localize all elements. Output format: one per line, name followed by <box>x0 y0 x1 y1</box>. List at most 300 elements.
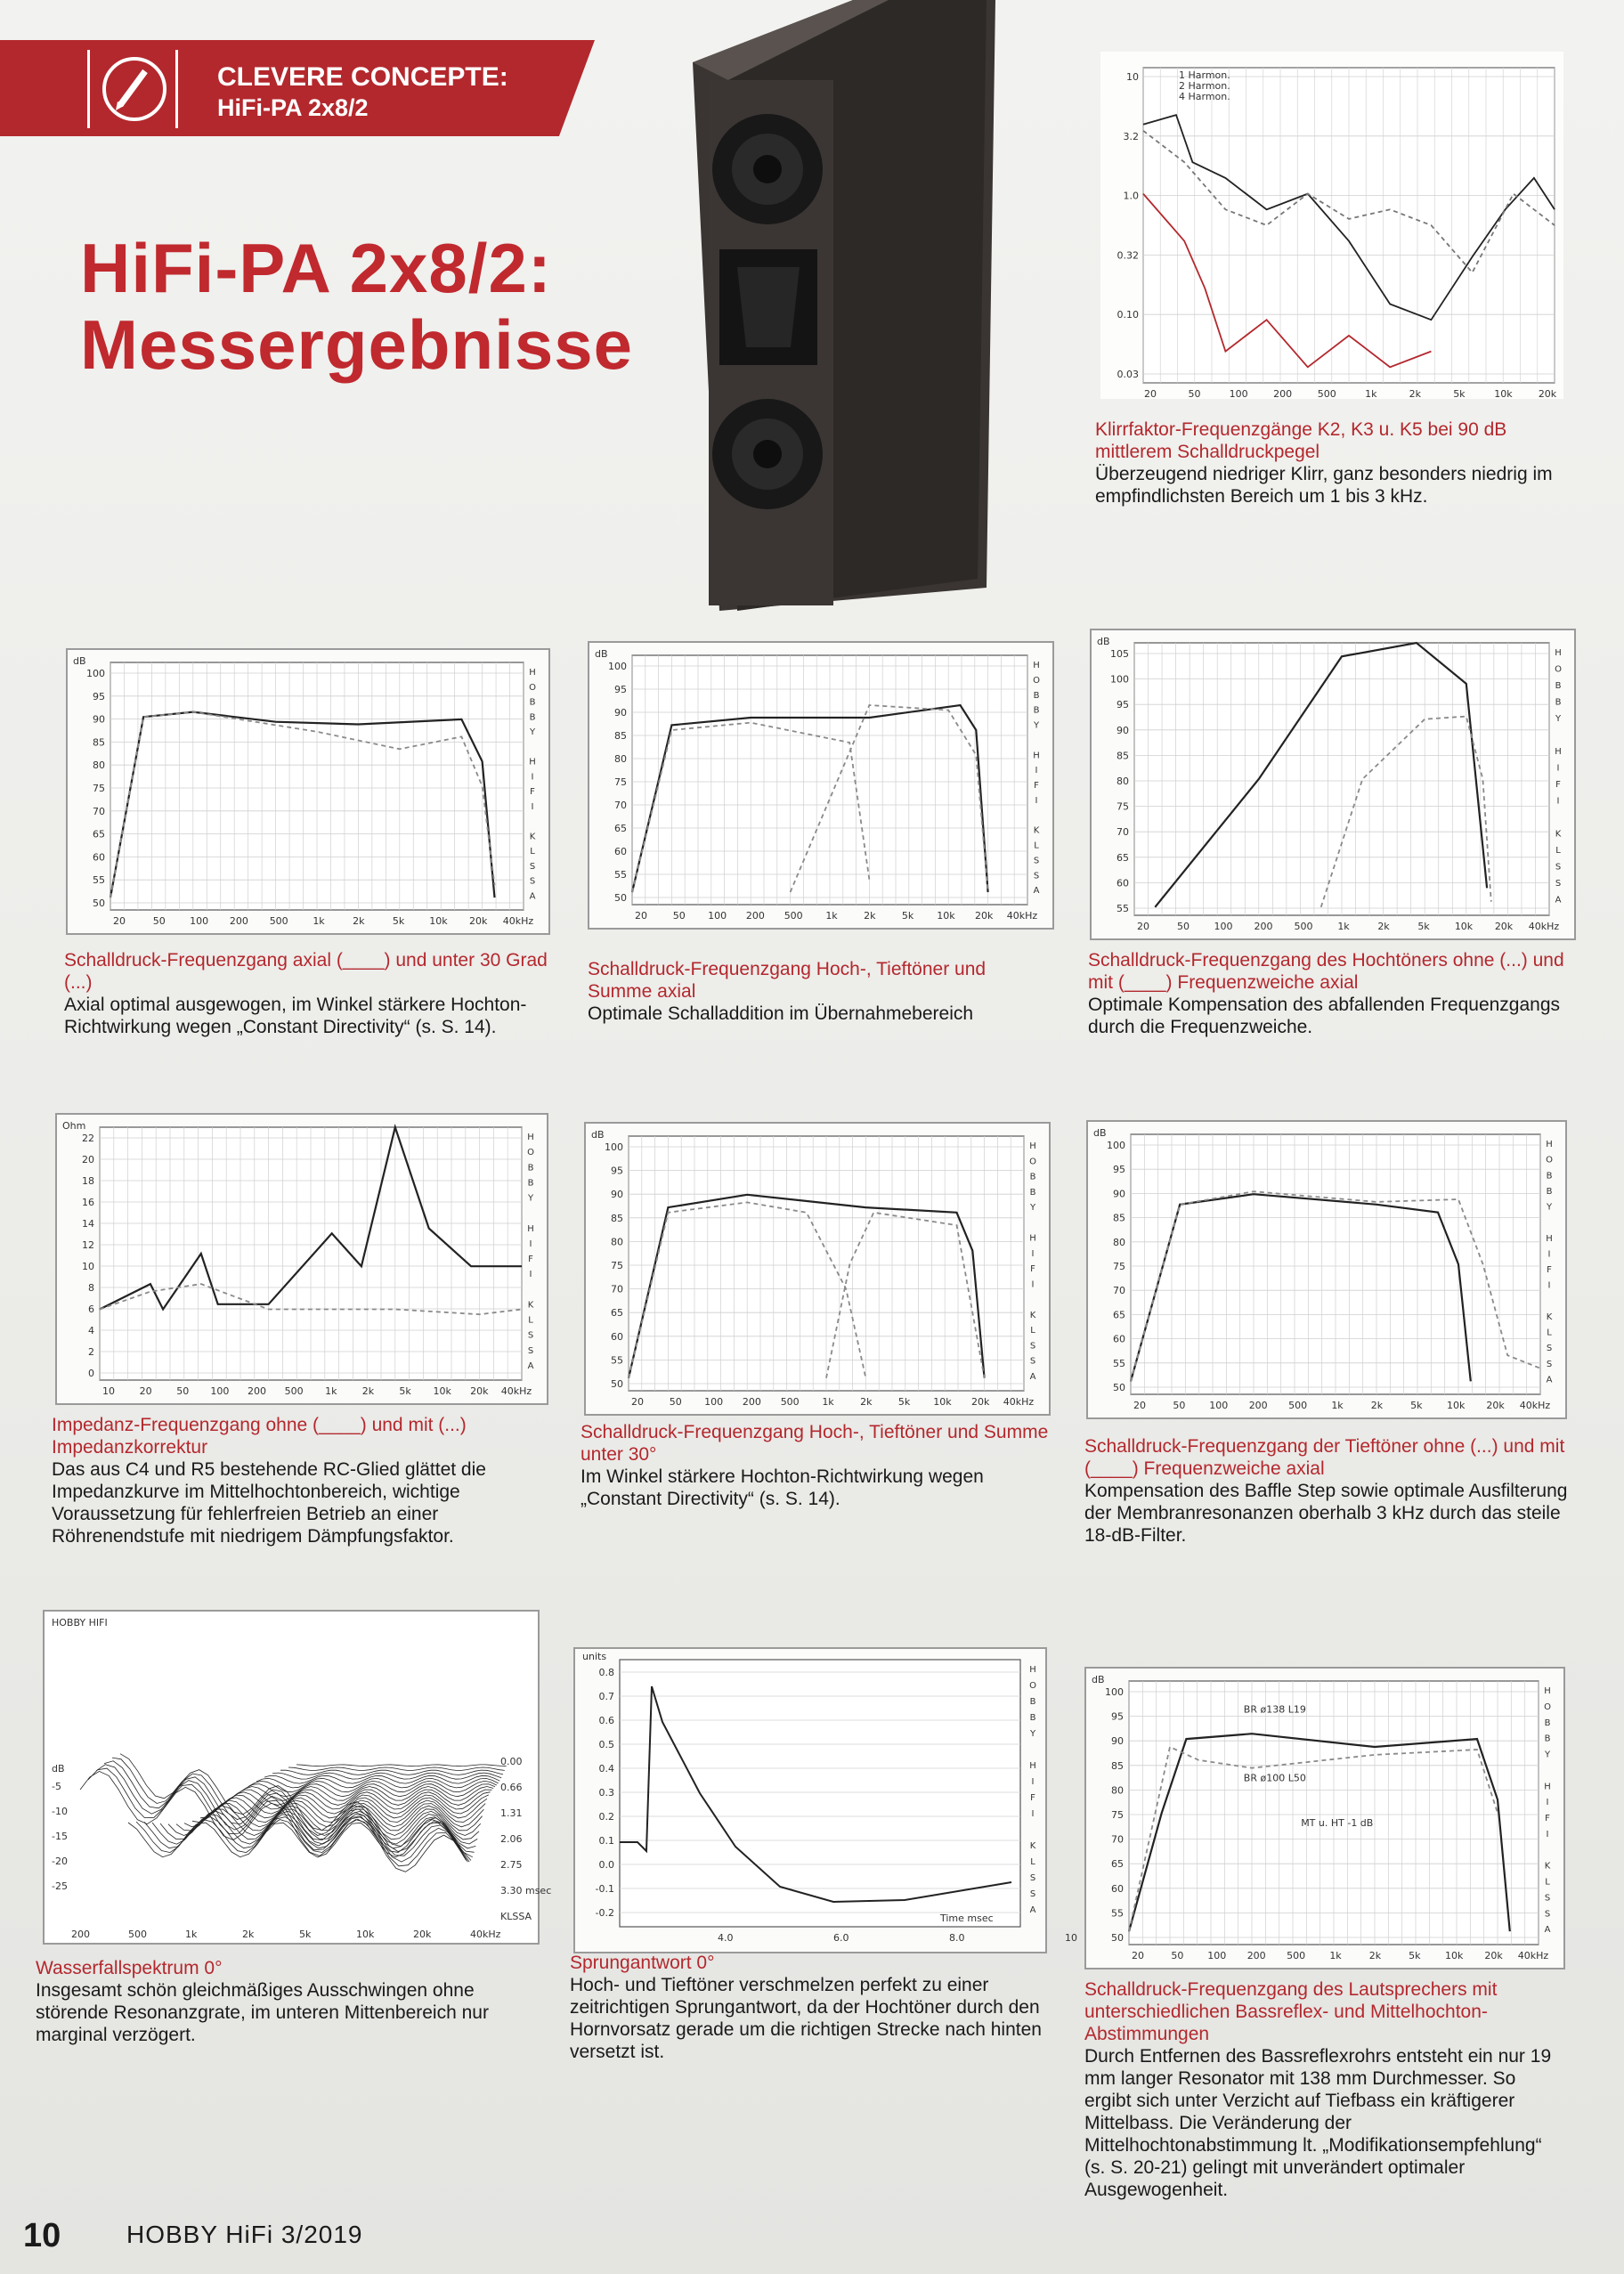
x-tick-label: 2k <box>1368 1950 1382 1961</box>
side-letter: S <box>1544 1909 1551 1920</box>
side-letter: A <box>1029 1371 1036 1382</box>
curve-label: BR ø100 L50 <box>1243 1772 1306 1784</box>
y-tick-label: 0 <box>88 1368 94 1379</box>
side-letter: K <box>1029 1310 1036 1320</box>
y-tick-label: 70 <box>1111 1833 1124 1846</box>
y-tick-label: 65 <box>611 1307 623 1320</box>
side-letter: A <box>1555 895 1562 906</box>
chart-c1 <box>66 648 550 935</box>
side-letter: F <box>1547 1265 1552 1275</box>
y-tick-label: 85 <box>614 730 627 742</box>
side-letter: B <box>527 1178 534 1189</box>
x-tick-label: 8.0 <box>949 1932 965 1944</box>
side-letter: I <box>1035 766 1038 776</box>
y-unit: dB <box>1097 636 1110 647</box>
caption-c5 <box>581 1421 1052 1510</box>
side-letter: S <box>1029 1889 1036 1899</box>
x-tick-label: 500 <box>128 1929 147 1940</box>
y-tick-label: 95 <box>614 684 627 695</box>
side-letter: B <box>1555 697 1562 708</box>
side-letter: Y <box>1546 1202 1553 1213</box>
side-letter: Y <box>529 727 536 737</box>
headline-line-1: HiFi-PA 2x8/2: <box>80 229 552 307</box>
y-tick-label: 60 <box>1113 1333 1125 1345</box>
x-tick-label: 5k <box>1410 1400 1423 1411</box>
x-tick-label: 200 <box>745 910 765 922</box>
side-letter: I <box>1546 1798 1549 1808</box>
y-tick-label: 90 <box>93 713 105 726</box>
x-tick-label: 20 <box>1132 1950 1144 1961</box>
side-letter: I <box>531 772 534 783</box>
banner-text <box>217 62 508 123</box>
side-letter: O <box>527 1148 534 1158</box>
y-tick-label: 0.3 <box>598 1787 614 1799</box>
legend-entry: 2 Harmon. <box>1179 80 1230 92</box>
caption-c9 <box>1084 1978 1565 2201</box>
x-tick-label: 20 <box>635 910 647 922</box>
x-tick-label: 10k <box>1494 388 1513 400</box>
y-tick-label: 90 <box>614 707 627 719</box>
caption-c1-title: Schalldruck-Frequenzgang axial (____) und unter 30 Grad (...) <box>64 950 548 993</box>
side-letter: A <box>1033 886 1040 897</box>
y-tick-label: 0.2 <box>598 1811 614 1823</box>
x-tick-label: 10 <box>1065 1932 1077 1944</box>
y-tick-label: 90 <box>611 1189 623 1201</box>
z-tick-label: KLSSA <box>500 1911 532 1922</box>
x-tick-label: 500 <box>1288 1400 1308 1411</box>
y-tick-label: 2 <box>88 1346 94 1358</box>
y-tick-label: 80 <box>93 759 105 772</box>
y-tick-label: 3.2 <box>1123 130 1139 142</box>
side-letter: B <box>1033 690 1040 701</box>
side-letter: F <box>528 1255 533 1264</box>
side-letter: K <box>1544 1861 1551 1872</box>
side-letter: H <box>1029 1665 1036 1675</box>
x-tick-label: 20 <box>631 1396 644 1408</box>
x-tick-label: 100 <box>190 915 209 927</box>
y-tick-label: 90 <box>1113 1188 1125 1200</box>
side-letter: L <box>1555 846 1561 856</box>
x-tick-label: 1k <box>1331 1400 1344 1411</box>
side-letter: H <box>1544 1686 1551 1696</box>
y-tick-label: 80 <box>611 1236 623 1248</box>
y-tick-label: 95 <box>1113 1164 1125 1176</box>
side-letter: S <box>1029 1341 1036 1352</box>
side-letter: H <box>1546 1140 1553 1149</box>
side-letter: H <box>1033 661 1040 670</box>
speaker-photo <box>693 0 995 611</box>
side-letter: L <box>530 847 535 857</box>
x-tick-label: 50 <box>1171 1950 1184 1961</box>
side-letter: Y <box>1555 714 1562 724</box>
y-tick-label: 80 <box>1116 776 1129 787</box>
side-letter: Y <box>1544 1750 1551 1760</box>
x-tick-label: 10k <box>937 910 955 922</box>
y-tick-label: 70 <box>93 805 105 817</box>
distortion-caption-title: Klirrfaktor-Frequenzgänge K2, K3 u. K5 bei 90 dB mittlerem Schalldruckpegel <box>1095 419 1507 462</box>
side-letter: O <box>1033 675 1040 686</box>
x-tick-label: 5k <box>1409 1950 1421 1961</box>
side-letter: O <box>1544 1701 1551 1712</box>
side-letter: H <box>1029 1761 1036 1771</box>
side-letter: I <box>1547 1249 1551 1260</box>
y-tick-label: 1.0 <box>1123 190 1139 202</box>
side-letter: S <box>527 1345 534 1356</box>
y-tick-label: 85 <box>611 1212 623 1224</box>
side-letter: K <box>527 1300 534 1311</box>
side-letter: B <box>1029 1713 1036 1723</box>
y-tick-label: -10 <box>52 1806 68 1817</box>
side-letter: F <box>1545 1814 1550 1823</box>
x-tick-label: 20k <box>469 915 488 927</box>
y-tick-label: 0.0 <box>598 1859 614 1871</box>
caption-c6-text: Kompensation des Baffle Step sowie optimale Ausfilterung der Membranresonanzen oberhalb 3 kHz durch das steile 18-dB-Filter. <box>1084 1481 1568 1546</box>
side-letter: O <box>1029 1157 1036 1167</box>
x-tick-label: 200 <box>742 1396 761 1408</box>
caption-c8-text: Hoch- und Tieftöner verschmelzen perfekt zu einer zeitrichtigen Sprungantwort, da der Hochtöner durch den Hornvorsatz gerade um die richtigen Strecke nach hinten versetzt ist. <box>570 1975 1042 2062</box>
side-letter: H <box>1546 1233 1553 1244</box>
caption-c3-text: Optimale Kompensation des abfallenden Frequenzgangs durch die Frequenzweiche. <box>1088 995 1561 1037</box>
y-unit: dB <box>73 655 86 667</box>
side-letter: B <box>1033 705 1040 716</box>
y-tick-label: 0.7 <box>598 1691 614 1702</box>
x-tick-label: 2k <box>1370 1400 1384 1411</box>
x-tick-label: 20k <box>1538 388 1557 400</box>
side-letter: B <box>1029 1187 1036 1198</box>
y-tick-label: 65 <box>1111 1858 1124 1871</box>
x-tick-label: 20 <box>1137 921 1149 932</box>
side-letter: I <box>529 1239 532 1249</box>
x-tick-label: 50 <box>152 915 166 927</box>
y-tick-label: 55 <box>614 869 627 881</box>
x-tick-label: 10k <box>933 1396 952 1408</box>
side-letter: H <box>1033 751 1040 761</box>
legend-entry: 4 Harmon. <box>1179 91 1230 102</box>
side-letter: S <box>529 876 536 887</box>
y-tick-label: 100 <box>605 1141 623 1153</box>
side-letter: H <box>1029 1141 1036 1151</box>
x-tick-label: 500 <box>269 915 288 927</box>
side-letter: B <box>1029 1172 1036 1182</box>
y-tick-label: 100 <box>1107 1140 1125 1151</box>
caption-c6-title: Schalldruck-Frequenzgang der Tieftöner ohne (...) und mit (____) Frequenzweiche axial <box>1084 1436 1565 1479</box>
x-tick-label: 100 <box>1209 1400 1229 1411</box>
y-unit: dB <box>1092 1674 1105 1685</box>
side-letter: H <box>1544 1782 1551 1792</box>
x-tick-label: 50 <box>669 1396 682 1408</box>
x-tick-label: 200 <box>1254 921 1273 932</box>
x-tick-label: 200 <box>71 1929 90 1940</box>
y-tick-label: 65 <box>1113 1309 1125 1321</box>
caption-c2-text: Optimale Schalladdition im Übernahmebereich <box>588 1003 974 1024</box>
x-tick-label: 200 <box>229 915 248 927</box>
caption-c8-title: Sprungantwort 0° <box>570 1953 715 1973</box>
side-letter: H <box>529 757 536 767</box>
y-tick-label: 60 <box>1111 1882 1124 1895</box>
side-letter: H <box>529 668 536 678</box>
y-tick-label: 80 <box>1113 1236 1125 1248</box>
side-letter: S <box>1029 1873 1036 1883</box>
page-number: 10 <box>23 2217 61 2254</box>
caption-c1-text: Axial optimal ausgewogen, im Winkel stärkere Hochton-Richtwirkung wegen „Constant Directivity“ (s. S. 14). <box>64 995 527 1037</box>
x-tick-label: 1k <box>825 910 838 922</box>
x-tick-label: 500 <box>784 910 803 922</box>
x-tick-label: 20 <box>1133 1400 1146 1411</box>
side-letter: S <box>1555 862 1562 873</box>
y-tick-label: 0.10 <box>1116 309 1139 321</box>
y-tick-label: 70 <box>1116 826 1129 839</box>
x-tick-label: 20k <box>1486 1400 1505 1411</box>
x-tick-label: 5k <box>897 1396 911 1408</box>
z-tick-label: 2.06 <box>500 1833 523 1845</box>
distortion-chart <box>1100 52 1563 399</box>
x-tick-label: 100 <box>708 910 727 922</box>
x-tick-label: 40kHz <box>1006 910 1038 922</box>
side-letter: O <box>529 682 536 693</box>
y-tick-label: 85 <box>1113 1212 1125 1224</box>
side-letter: B <box>529 712 536 723</box>
y-tick-label: 60 <box>614 846 627 857</box>
y-tick-label: -0.2 <box>595 1907 614 1919</box>
y-tick-label: 90 <box>1111 1735 1124 1748</box>
x-tick-label: 100 <box>704 1396 724 1408</box>
y-tick-label: 18 <box>82 1175 94 1187</box>
y-tick-label: 85 <box>93 736 105 749</box>
side-letter: I <box>1031 1248 1035 1259</box>
side-letter: L <box>1547 1328 1552 1338</box>
side-letter: F <box>1034 781 1039 791</box>
x-tick-label: 5k <box>392 915 405 927</box>
x-tick-label: 20k <box>975 910 994 922</box>
y-tick-label: 80 <box>1111 1784 1124 1797</box>
side-letter: B <box>527 1163 534 1174</box>
z-tick-label: 0.00 <box>500 1756 523 1767</box>
caption-c2 <box>588 958 1051 1025</box>
side-letter: I <box>1547 1280 1551 1291</box>
y-tick-label: 20 <box>82 1154 94 1165</box>
side-letter: S <box>529 861 536 872</box>
side-letter: K <box>529 832 536 842</box>
legend-entry: 1 Harmon. <box>1179 69 1230 81</box>
side-letter: A <box>527 1360 534 1371</box>
side-letter: S <box>1555 879 1562 889</box>
chart-tag: HOBBY HIFI <box>52 1617 108 1628</box>
side-letter: H <box>1555 747 1562 757</box>
x-tick-label: 50 <box>1188 388 1201 400</box>
banner-title: CLEVERE CONCEPTE: <box>217 62 508 92</box>
side-letter: I <box>1546 1829 1549 1840</box>
x-tick-label: 1k <box>1329 1950 1342 1961</box>
plot-area <box>45 1612 538 1943</box>
y-tick-label: 16 <box>82 1197 94 1208</box>
side-letter: S <box>527 1330 534 1341</box>
x-tick-label: 5k <box>399 1385 411 1397</box>
side-letter: L <box>1030 1857 1035 1867</box>
y-unit: dB <box>1093 1127 1107 1139</box>
x-tick-label: 10k <box>356 1929 375 1940</box>
side-letter: H <box>527 1133 534 1142</box>
banner-subtitle: HiFi-PA 2x8/2 <box>217 94 369 121</box>
caption-c5-title: Schalldruck-Frequenzgang Hoch-, Tieftöner und Summe unter 30° <box>581 1422 1049 1465</box>
side-letter: K <box>1033 825 1040 836</box>
side-letter: I <box>531 801 534 812</box>
x-tick-label: 20k <box>1494 921 1514 932</box>
x-tick-label: 5k <box>1453 388 1466 400</box>
x-tick-label: 500 <box>284 1385 304 1397</box>
y-tick-label: 65 <box>1116 851 1129 864</box>
y-tick-label: 75 <box>611 1260 623 1271</box>
y-tick-label: 0.8 <box>598 1667 614 1678</box>
x-tick-label: 6.0 <box>833 1932 849 1944</box>
side-letter: A <box>1546 1375 1553 1385</box>
x-tick-label: 1k <box>1365 388 1377 400</box>
y-tick-label: 0.5 <box>598 1739 614 1750</box>
y-tick-label: 0.32 <box>1116 249 1139 262</box>
y-tick-label: 10 <box>82 1261 94 1272</box>
y-tick-label: 60 <box>611 1330 623 1343</box>
page-title <box>80 230 633 383</box>
side-letter: F <box>1030 1264 1035 1274</box>
distortion-caption-text: Überzeugend niedriger Klirr, ganz besonders niedrig im empfindlichsten Bereich um 1 bis 3 kHz. <box>1095 464 1553 507</box>
y-tick-label: 75 <box>1116 800 1129 813</box>
chart-c2 <box>588 641 1054 930</box>
y-tick-label: -15 <box>52 1831 68 1842</box>
z-tick-label: 2.75 <box>500 1859 523 1871</box>
y-tick-label: 85 <box>1116 750 1129 762</box>
side-letter: I <box>1035 795 1038 806</box>
y-tick-label: 0.1 <box>598 1835 614 1847</box>
x-tick-label: 5k <box>299 1929 312 1940</box>
y-tick-label: 0.03 <box>1116 369 1139 380</box>
caption-c9-text: Durch Entfernen des Bassreflexrohrs entsteht ein nur 19 mm langer Resonator mit 138 mm Durchmesser. So ergibt sich unter Verzicht auf Tiefbass ein kräftigerer Mittelbass. Die Veränderung der Mittelhochtonabstimmung lt. „Modifikationsempfehlung“ (s. S. 20-21) gelingt mit unverändert optimaler Ausgewogenheit. <box>1084 2046 1552 2200</box>
x-tick-label: 500 <box>780 1396 800 1408</box>
caption-c6 <box>1084 1435 1572 1547</box>
x-tick-label: 100 <box>1207 1950 1227 1961</box>
side-letter: I <box>1556 763 1560 774</box>
y-tick-label: 4 <box>88 1325 94 1336</box>
x-tick-label: 4.0 <box>718 1932 734 1944</box>
chart-c3 <box>1090 629 1576 940</box>
side-letter: B <box>1544 1718 1551 1728</box>
side-letter: B <box>1555 681 1562 691</box>
x-tick-label: 5k <box>1417 921 1430 932</box>
x-tick-label: 20k <box>971 1396 990 1408</box>
side-letter: B <box>1546 1171 1553 1182</box>
y-tick-label: 100 <box>1110 673 1129 686</box>
y-tick-label: 14 <box>82 1218 94 1230</box>
caption-c3 <box>1088 949 1574 1038</box>
x-tick-label: 40kHz <box>1519 1400 1551 1411</box>
z-tick-label: 0.66 <box>500 1782 523 1793</box>
x-tick-label: 1k <box>1337 921 1350 932</box>
side-letter: A <box>529 891 536 902</box>
y-tick-label: 55 <box>93 874 105 887</box>
x-tick-label: 2k <box>860 1396 873 1408</box>
side-letter: I <box>1031 1809 1035 1819</box>
x-tick-label: 40kHz <box>1517 1950 1549 1961</box>
side-letter: A <box>1029 1905 1036 1915</box>
pencil-circle-icon <box>87 50 178 128</box>
curve-label: BR ø138 L19 <box>1243 1703 1306 1716</box>
side-letter: F <box>1030 1793 1035 1803</box>
x-tick-label: 100 <box>210 1385 230 1397</box>
y-tick-label: 70 <box>611 1283 623 1295</box>
y-tick-label: 50 <box>93 897 105 909</box>
y-tick-label: 75 <box>614 776 627 788</box>
x-tick-label: 50 <box>1177 921 1190 932</box>
x-tick-label: 40kHz <box>502 915 534 927</box>
side-letter: B <box>529 697 536 708</box>
y-unit: dB <box>52 1763 65 1775</box>
y-tick-label: 65 <box>93 828 105 841</box>
chart-c7-waterfall <box>43 1610 552 1945</box>
y-tick-label: 75 <box>93 783 105 794</box>
y-tick-label: 100 <box>608 661 627 672</box>
z-tick-label: 1.31 <box>500 1807 523 1819</box>
x-tick-label: 1k <box>822 1396 834 1408</box>
chart-c9 <box>1084 1667 1565 1969</box>
chart-c4 <box>55 1113 548 1405</box>
y-tick-label: -25 <box>52 1880 68 1892</box>
x-tick-label: 20 <box>139 1385 152 1397</box>
side-letter: F <box>1555 780 1561 790</box>
y-tick-label: -5 <box>52 1781 61 1792</box>
x-tick-label: 50 <box>176 1385 190 1397</box>
headline-line-2: Messergebnisse <box>80 305 633 384</box>
plot-area <box>620 1660 1020 1927</box>
y-tick-label: 65 <box>614 823 627 834</box>
side-letter: H <box>527 1223 534 1234</box>
x-tick-label: 2k <box>242 1929 255 1940</box>
y-tick-label: 12 <box>82 1239 94 1251</box>
x-tick-label: 10 <box>102 1385 115 1397</box>
side-letter: H <box>1029 1233 1036 1244</box>
side-letter: L <box>528 1315 533 1326</box>
side-letter: S <box>1033 856 1040 866</box>
y-tick-label: 60 <box>1116 877 1129 889</box>
y-tick-label: 95 <box>611 1165 623 1177</box>
y-tick-label: 55 <box>611 1354 623 1367</box>
side-letter: S <box>1029 1356 1036 1367</box>
side-letter: K <box>1555 829 1562 840</box>
side-letter: S <box>1546 1344 1553 1354</box>
x-tick-label: 2k <box>1377 921 1390 932</box>
caption-c9-title: Schalldruck-Frequenzgang des Lautsprechers mit unterschiedlichen Bassreflex- und Mittelhochton-Abstimmungen <box>1084 1979 1498 2044</box>
caption-c7-title: Wasserfallspektrum 0° <box>36 1958 223 1978</box>
side-letter: O <box>1546 1155 1553 1165</box>
y-tick-label: 100 <box>86 668 105 679</box>
y-tick-label: 80 <box>614 753 627 765</box>
side-letter: O <box>1555 664 1562 675</box>
x-tick-label: 5k <box>901 910 914 922</box>
side-letter: A <box>1544 1925 1551 1936</box>
x-tick-label: 500 <box>1287 1950 1306 1961</box>
side-letter: S <box>1544 1893 1551 1904</box>
x-tick-label: 20k <box>1484 1950 1503 1961</box>
z-tick-label: 3.30 msec <box>500 1885 552 1896</box>
side-letter: I <box>1556 796 1560 807</box>
y-tick-label: 8 <box>88 1282 94 1294</box>
y-tick-label: 50 <box>1113 1382 1125 1393</box>
side-letter: I <box>529 1270 532 1280</box>
magazine-name: HOBBY HiFi 3/2019 <box>126 2221 363 2248</box>
side-letter: K <box>1546 1312 1553 1322</box>
side-letter: H <box>1555 648 1562 658</box>
x-tick-label: 10k <box>429 915 448 927</box>
y-unit: dB <box>595 648 608 660</box>
side-letter: S <box>1546 1359 1553 1369</box>
side-letter: Y <box>1029 1729 1036 1739</box>
